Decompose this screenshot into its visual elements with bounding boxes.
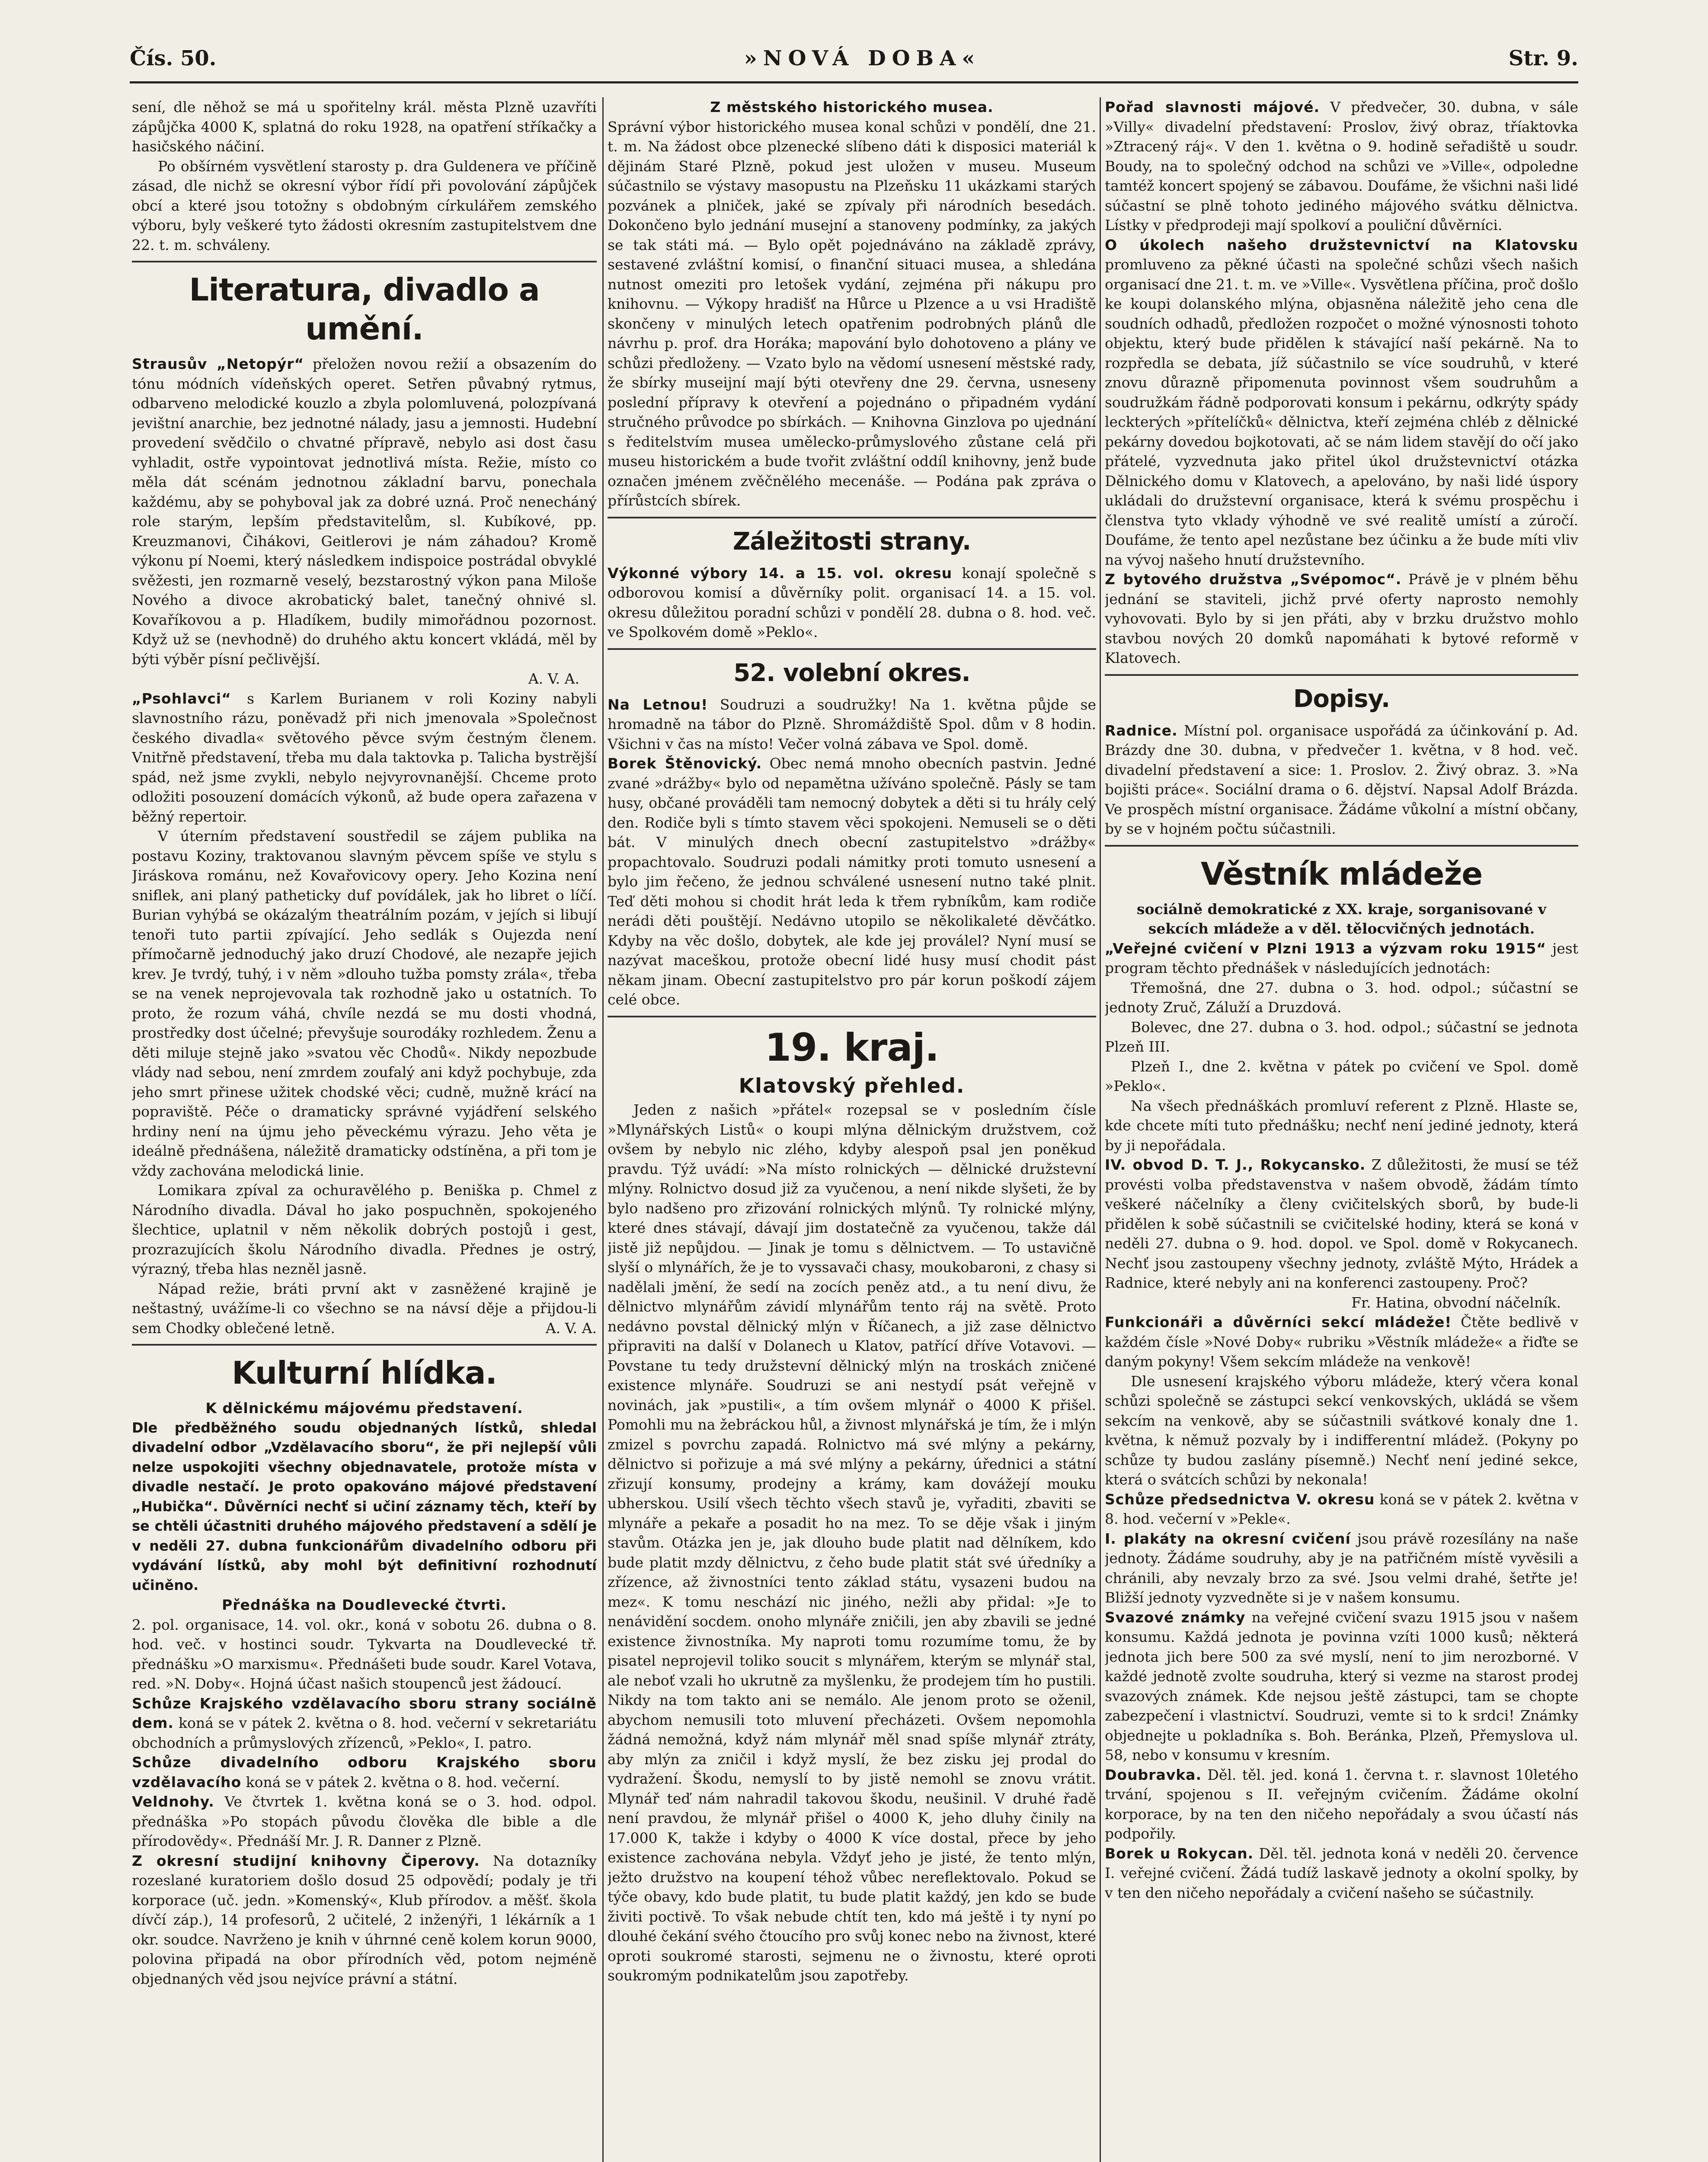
column-1 xyxy=(132,97,597,2162)
article-text: Děl. těl. jed. koná 1. června t. r. slavnost 10letého trvání, spojenou s II. veřejným cvičením. Žádáme okolní korporace, by na ten den ničeho nepořádaly a svou účastí nás podpořily. xyxy=(1105,1766,1578,1842)
section-subheading: sociálně demokratické z XX. kraje, sorganisované v sekcích mládeže a v děl. tělocvičných jednotách. xyxy=(1136,900,1547,937)
article-paragraph: Jeden z našich »přátel« rozepsal se v posledním čísle »Mlynářských Listů« o koupi mlýna dělnickým družstvem, což ovšem by nebylo nic zlého, kdyby alespoň psal jen poněkud pravdu. Týž uvádí: »Na místo rolnických — dělnické družstevní mlýny. Rolnictvo dosud již za vyučenou, a není nikde slyšeti, že by bylo nadšeno pro zřizování rolnických mlýnů. Ty rolnické mlýny, které dnes stávají, dávají jim dostatečně za vyučenou, takže dál jistě již nepůjdou. — Jinak je tomu s dělnictvem. — To ustavičně slyší o mlynářích, že je to vyssavači chasy, moukobaroni, z chasy si nadělali jmění, že sedí na zocích peněz atd., a tu není divu, že dělnictvo mlynářům závidí mlynářům tento ráj na světě. Proto nedávno povstal dělnický mlýn v Říčanech, a již zase dělnictvo připraviti na další v Dolanech u Klatov, patřící dříve Votavovi. — Povstane tu tedy družstevní dělnický mlýn na troskách zničené existence mlynáře. Soudruzi se ani nestydí psát veřejně v novinách, jak »pustili«, a tím ovšem mlynář o 4000 K přišel. Pomohli mu na žebráckou hůl, a živnost mlynářská je tím, že i mlýn zmizel s povrchu zapadá. Rolnictvo má své mlýny a pekárny, dělnictvo si pořizuje a má své mlýny a pekárny, úřednici a státní zřizují konsumy, prodejny a krámy, kam dovážejí mouku ubherskou. Usilí všech těchto všech stavů je, vyřaditi, zbaviti se mlynáře a pekaře a posadit ho na mez. To se děje však i jiným stavům. Otázka jen je, jak dlouho bude platit nad dělníkem, kdo bude platit mzdy dělnictvu, z čeho bude platit stát své úředníky a zřízence, až živnostníci tento základ státu, vysazeni budou na mez«. K tomu neschází nic jiného, nežli aby přidal: »Je to nenávidění socdem. onoho mlynáře zničili, jen aby zbavili se jedné existence živnostníka. My naproti tomu rozumíme tomu, že by pisatel neprojevil toliko soucit s mlynářem, kterým se mlynář stal, ale neboť vzali ho ukrutně za myšlenku, že prodejem tím ho pustili. Nikdy na tom takto ani se nemálo. Ale jenom proto se oženil, abychom nemusili toto mluvení přecházeti. Ovšem nepomohla žádná nemožná, když nám mlynář měl snad spíše mlynář ztráty, aby mlýn za zničil i když myslí, že bez zisku jej prodal do vydražení. Škodu, nemyslí to by jistě nemohl se znovu vrátit. Mlynář teď nám nahradil takovou škodu, neušinil. V druhé řadě není pravdou, že mlynář přišel o 4000 K, jeho dluhy činily na 17.000 K, takže i kdyby o 4000 K více dostal, přece by jeho existence zachována nebyla. Vždyť jeho je jisté, že tento mlýn, ježto družstvo na koupení téhož vůbec nereflektovalo. Pokud se týče obavy, kdo bude platit, tu bude platit každý, jen kdo se bude živiti poctivě. To však nebude chtít ten, kdo má ještě i ty nyní po dlouhé čekání svého čtoucího pro svůj konec nebo na živnost, které oproti soukromé starosti, sejmenu ne o živnostu, které oproti soukromým podnikatelům jsou zapotřeby. xyxy=(608,1101,1096,1984)
article-paragraph: Na všech přednáškách promluví referent z Plzně. Hlaste se, kde chcete míti tuto přednášku; nechť není jediné jednoty, která by ji nepořádala. xyxy=(1105,1097,1578,1154)
article-paragraph: Správní výbor historického musea konal schůzi v pondělí, dne 21. t. m. Na žádost obce plzenecké slíbeno dáti k disposici materiál k dějinám Staré Plzně, pokud jest uložen v museu. Museum súčastnilo se výstavy masopustu na Plzeňsku 11 ukázkami starých pozvánek a plniček, jaké se zpívaly při národních besedách. Dokončeno bylo jednání musejní a stanoveny podmínky, za jakých se tak státi má. — Bylo opět pojednáváno na základě zprávy, sestavené zvláštní komisí, o finanční situaci musea, a shledána nutnost omeziti pro letošek vydání, zejména při nákupu pro knihovnu. — Výkopy hradišť na Hůrce u Plzence a u vsi Hradiště skončeny v minulých letech opatřenim podrobných plánů dle návrhu p. prof. dra Horáka; mapování bylo dohotoveno a plány ve schůzi předloženy. — Vzato bylo na vědomí usnesení městské rady, že sbírky museijní mají býti otevřeny dne 29. června, usneseny poslední přípravy k otevření a pojednáno o připadném vydání stručného průvodce po sbírkách. — Knihovna Ginzlova po ujednání s ředitelstvím musea umělecko-průmyslového zůstane celá při museu historickém a bude tvořit zvláštní oddíl knihovny, jenž bude označen jménem zvěčnělého mecenáše. — Podána pak zpráva o přírůstcích sbírek. xyxy=(608,118,1096,509)
article-headline: Přednáška na Doudlevecké čtvrti. xyxy=(222,1596,507,1613)
article-paragraph: 2. pol. organisace, 14. vol. okr., koná v sobotu 26. dubna o 8. hod. več. v hostinci soudr. Tykvarta na Doudlevecké tř. přednášku »O marxismu«. Přednášeti bude soudr. Karel Votava, red. »N. Doby«. Hojná účast našich stoupenců jest žádoucí. xyxy=(132,1616,597,1692)
article-text: Ve čtvrtek 1. května koná se o 3. hod. odpol. přednáška »Po stopách původu člověka dle bible a dle přírodovědy«. Přednáší Mr. J. R. Danner z Plzně. xyxy=(132,1793,597,1849)
article-headline: Veldnohy. xyxy=(132,1793,214,1810)
column-divider xyxy=(602,97,604,2162)
article-text: koná se v pátek 2. května v 8. hod. večerní v »Pekle«. xyxy=(1105,1490,1578,1527)
article-text: přeložen novou režií a obsazením do tónu módních vídeňských operet. Setřen půvabný rytmus, odbarveno melodické kouzlo a zbyla polomluvená, polozpívaná jevištní anarchie, bez jednotné nálady, jasu a jemnosti. Hudební provedení svědčilo o chvatné přípravě, nebylo asi dost času vyhladit, ostře vypointovat jednotlivá místa. Režie, místo co měla dát scénám jednotnou základní barvu, ponechala každému, aby se pohyboval jak za dobré uzná. Proč nenecháný role starým, lepším představitelům, sl. Kubíkové, pp. Kreuzmanovi, Čihákovi, Geitlerovi je nám záhadou? Kromě výkonu pí Noemi, který následkem indispoice postrádal obvyklé svěžesti, jen rozmarně veselý, bezstarostný výkon pana Miloše Nového a divoce akrobatický balet, tanečný ohnivé sl. Kovaříkovou a p. Hladíkem, budily mimořádnou pozornost. Když už se (nevhodně) do druhého aktu koncert vkládá, měl by býti výběr písní pečlivější. xyxy=(132,355,597,668)
article-headline: Schůze Krajského vzdělavacího sboru strany sociálně dem. xyxy=(132,1695,597,1731)
section-heading-party: Záležitosti strany. xyxy=(732,527,971,556)
article-paragraph xyxy=(608,695,1096,754)
article-paragraph xyxy=(132,1753,597,1792)
article-paragraph xyxy=(1105,1608,1578,1765)
article-text: Soudruzi a soudružky! Na 1. května půjde se hromadně na tábor do Plzně. Shromáždiště Spol. dům v 8 hodin. Všichni v čas na místo! Večer volná zábava ve Spol. domě. xyxy=(608,696,1096,752)
article-headline: I. plakáty na okresní cvičení xyxy=(1105,1530,1351,1547)
article-paragraph xyxy=(1105,569,1578,668)
section-subheading: Klatovský přehled. xyxy=(739,1074,965,1097)
article-text: Děl. těl. jednota koná v neděli 20. července I. veřejné cvičení. Žádá tudíž laskavě jednoty a okolní spolky, by v ten den ničeho nepořádaly a cvičení našeho se súčastnily. xyxy=(1105,1845,1578,1901)
article-paragraph xyxy=(132,1792,597,1851)
article-text: Z důležitosti, že musí se též provésti volba představenstva v našem obvodě, žádám tímto veškeré náčelníky a členy cvičitelských sborů, by bude-li přidělen k sobě súčastnili se cvičitelské hodiny, která se koná v neděli 27. dubna o 9. hod. dopol. ve Spol. domě v Rokycanech. Nechť jsou zastoupeny všechny jednoty, zvláště Mýto, Hrádek a Radnice, které nebyly ani na konferenci zastoupeny. Proč? xyxy=(1105,1156,1578,1291)
section-divider xyxy=(608,648,1096,650)
article-text: s Karlem Burianem v roli Koziny nabyli slavnostního rázu, poněvadž při nich jmenovala »Společnost českého divadla« světového pěvce svým čestným členem. Vnitřně představení, třeba mu dala taktovka p. Talicha bystrější spád, než jsme zvykli, nebylo nejvyrovnanější. Chceme proto odložiti posouzení domácích výkonů, až bude opera zařazena v běžný repertoir. xyxy=(132,690,597,825)
article-headline: Z bytového družstva „Svépomoc“. xyxy=(1105,571,1402,588)
author-signature: A. V. A. xyxy=(528,670,579,687)
article-paragraph xyxy=(608,563,1096,642)
author-signature: Fr. Hatina, obvodní náčelník. xyxy=(1351,1294,1561,1311)
article-text: jsou právě rozesílány na naše jednoty. Žádáme soudruhy, aby je na patřičném místě vyvěsili a chránili, aby nevzaly brzo za své. Jsou velmi drahé, šetřte je! Bližší jednoty vyzvedněte si je v našem konsumu. xyxy=(1105,1530,1578,1606)
article-headline: Z okresní studijní knihovny Čiperovy. xyxy=(132,1852,480,1869)
article-headline: „Veřejné cvičení v Plzni 1913 a výzvam roku 1915“ xyxy=(1105,940,1546,957)
article-text: Obec nemá mnoho obecních pastvin. Jedné zvané »drážby« bylo od nepamětna užíváno společně. Pásly se tam husy, občané prováděli tam nemocný dobytek a děti si tu hrály celý den. Rodiče byli s tímto stavem věci spokojeni. Nemuseli se o děti bát. V minulých dnech obecní zastupitelstvo »drážby« propachtovalo. Soudruzi podali námitky proti tomuto usnesení a bylo jim řečeno, že jednou schválené usnesení nutno také plnit. Teď děti mohou si chodit hrát leda k třem rybníkům, kam rodiče nerádi děti pouštějí. Nedávno utopilo se několikaleté děvčátko. Kdyby na věc došlo, dobytek, ale kde jej proválel? Nyní musí se nazývat maceškou, protože obecní lidé husy musí chodit pást někam jinam. Obecní zastupitelstvo pro pár korun poškodí zájem celé obce. xyxy=(608,755,1096,1008)
article-paragraph: Bolevec, dne 27. dubna o 3. hod. odpol.; súčastní se jednota Plzeň III. xyxy=(1105,1018,1578,1055)
header-rule xyxy=(130,81,1578,83)
article-paragraph xyxy=(132,1279,597,1338)
newspaper-title: »NOVÁ DOBA« xyxy=(744,46,981,70)
article-headline: Funkcionáři a důvěrníci sekcí mládeže! xyxy=(1105,1314,1452,1330)
article-paragraph xyxy=(1105,1765,1578,1844)
section-divider xyxy=(132,261,597,262)
section-divider xyxy=(608,1016,1096,1017)
article-headline: Z městského historického musea. xyxy=(710,99,994,115)
article-headline: K dělnickému májovému představení. xyxy=(205,1400,523,1417)
article-headline: Svazové známky xyxy=(1105,1609,1246,1626)
section-heading-letters: Dopisy. xyxy=(1293,684,1390,713)
section-divider xyxy=(1105,845,1578,847)
article-paragraph xyxy=(132,689,597,827)
article-paragraph xyxy=(1105,1529,1578,1608)
article-text: V předvečer, 30. dubna, v sále »Villy« divadelní představení: Proslov, živý obraz, tříaktovka »Ztracený ráj«. V den 1. května o 9. hodině seřadiště u soudr. Boudy, na to společný odchod na schůzi ve »Ville«, odpoledne tamtéž koncert spojený se zábavou. Doufáme, že všichni naši lidé súčastní se plně tohoto jediného májového svátku dělnictva. Lístky v předprodeji mají spolkoví a pouliční důvěrníci. xyxy=(1105,99,1578,233)
article-headline: O úkolech našeho družstevnictví na Klatovsku xyxy=(1105,236,1578,253)
column-divider xyxy=(1100,97,1101,2162)
article-paragraph xyxy=(1105,721,1578,839)
article-headline: „Psohlavci“ xyxy=(132,690,231,707)
column-2 xyxy=(608,97,1096,2162)
article-paragraph: Dle usnesení krajského výboru mládeže, který včera konal schůzi společně se zástupci sekcí venkovských, ukládá se všem sekcím na venkově, aby se súčastnili svátkové konaly dne 1. května, k němuž pozvaly by i indifferentní mládež. (Pokyny po schůze ty budou zaslány písemně.) Nechť není jediné sekce, která o svátcích schůzi by nekonala! xyxy=(1105,1372,1578,1488)
article-paragraph xyxy=(1105,1490,1578,1529)
article-headline: Výkonné výbory 14. a 15. vol. okresu xyxy=(608,564,953,582)
section-heading-youth: Věstník mládeže xyxy=(1200,855,1483,892)
article-headline: IV. obvod D. T. J., Rokycansko. xyxy=(1105,1156,1366,1173)
author-signature: A. V. A. xyxy=(545,1319,597,1337)
article-paragraph xyxy=(1105,939,1578,978)
issue-number: Čís. 50. xyxy=(130,46,217,70)
section-divider xyxy=(132,1344,597,1346)
page-number: Str. 9. xyxy=(1508,46,1578,70)
article-paragraph: Plzeň I., dne 2. května v pátek po cvičení ve Spol. domě »Peklo«. xyxy=(1105,1058,1578,1094)
section-heading-culture: Kulturní hlídka. xyxy=(232,1355,497,1391)
article-paragraph: V úterním představení soustředil se zájem publika na postavu Koziny, traktovanou slavným pěvcem spíše ve stylu s Jiráskova románu, než Kovařovicovy opery. Jeho Kozina není sniflek, ani planý patheticky duf povídálek, jak ho libret o líčí. Burian vyhýbá se okázalým theatrálním pozám, v jejích si libují tenoři tuto partii zpívající. Jeho sedlák s Oujezda není přímočarně jednoduchý jako druzí Chodové, ale nezapře jejich krev. Je tvrdý, tuhý, i v něm »dlouho tužba pomsty zrála«, třeba se na venek neprojevovala tak rozhodně jako u ostatních. To proto, že rozum váhá, chvíle nezdá se mu dosti vhodná, prostředky dost účelné; převyšuje sourodáky rozhledem. Ženu a děti miluje stejně jako »svatou věc Chodů«. Nikdy nepozbude vlády nad sebou, není zmrdem zoufalý ani když pochybuje, zda jeho smrt přinese užitek chodské věci; cudně, mužně krácí na popraviště. Péče o dramaticky správné vyjádření selského hrdiny není na újmu jeho pěveckému výrazu. Jeho věta je ideálně přednášena, náležitě dramaticky odstíněna, a při tom je vždy zachována melodická linie. xyxy=(132,828,597,1179)
article-paragraph: Lomikara zpíval za ochuravělého p. Beniška p. Chmel z Národního divadla. Dával ho jako pospuchněn, spokojeného šlechtice, uplatnil v něm několik dobrých postojů i gest, prozrazujících školu Národního divadla. Přednes je ostrý, výrazný, třeba hlas nezněl jasně. xyxy=(132,1182,597,1277)
article-paragraph xyxy=(1105,1844,1578,1903)
article-paragraph xyxy=(1105,97,1578,235)
article-headline: Schůze divadelního odboru Krajského sboru vzdělavacího xyxy=(132,1754,597,1791)
section-heading-region-19: 19. kraj. xyxy=(764,1025,939,1070)
article-paragraph: Dle předběžného soudu objednaných lístků, shledal divadelní odbor „Vzdělavacího sboru“, že při nejlepší vůli nelze uspokojiti všechny objednavatele, protože místa v divadle nestačí. Je proto opakováno májové představení „Hubička“. Důvěrníci nechť si učiní záznamy těch, kteří by se chtěli účastniti druhého májového představení a sdělí je v neděli 27. dubna funkcionářům divadelního odboru při vydávání lístků, aby mohl být definitivní rozhodnutí učiněno. xyxy=(132,1419,597,1593)
article-headline: Na Letnou! xyxy=(608,696,708,713)
article-text: Právě je v plném běhu jednání se staviteli, jichž prvé oferty naprosto nemohly vyhovovati. Bylo by si jen přáti, aby v brzku družstvo mohlo stavbou nových 20 domků napomáhati k bytové reformě v Klatovech. xyxy=(1105,571,1578,666)
article-paragraph xyxy=(1105,235,1578,570)
section-heading-district-52: 52. volební okres. xyxy=(733,659,970,687)
article-text: Čtěte bedlivě v každém čísle »Nové Doby« rubriku »Věstník mládeže« a řiďte se daným pokyny! Všem sekcím mládeže na venkově! xyxy=(1105,1314,1578,1370)
article-headline: Schůze předsednictva V. okresu xyxy=(1105,1490,1375,1508)
article-text: Místní pol. organisace uspořádá za účinkování p. Ad. Brázdy dne 30. dubna, v předvečer 1. května, v 8 hod. več. divadelní představení a sice: 1. Proslov. 2. Živý obraz. 3. »Na bojišti práce«. Sociální drama o 6. dějství. Napsal Adolf Brázda. Ve prospěch místní organisace. Žádáme vůkolní a místní občany, by se v hojném počtu súčastnili. xyxy=(1105,722,1578,837)
article-text: konají společně s odborovou komisí a důvěrníky polit. organisací 14. a 15. vol. okresu důležitou poradní schůzi v pondělí 28. dubna o 8. hod. več. ve Spolkovém domě »Peklo«. xyxy=(608,564,1096,640)
section-divider xyxy=(608,517,1096,518)
article-text: koná se v pátek 2. května o 8. hod. večerní v sekretariátu obchodních a průmyslových zřízenců, »Peklo«, I. patro. xyxy=(132,1714,597,1751)
article-headline: Radnice. xyxy=(1105,722,1178,739)
article-text: jest program těchto přednášek v následujících jednotách: xyxy=(1105,940,1578,976)
article-paragraph xyxy=(1105,1312,1578,1372)
page-header xyxy=(130,39,1578,78)
article-headline: Strausův „Netopýr“ xyxy=(132,355,304,372)
article-text: Nápad režie, bráti první akt v zasněžené krajině je neštastný, uvážíme-li co všechno se na návsí děje a přijdou-li sem Chodky oblečené letně. xyxy=(132,1280,597,1337)
section-heading-literature: Literatura, divadlo a umění. xyxy=(189,272,540,347)
article-paragraph xyxy=(132,1694,597,1753)
article-text: na veřejné cvičení svazu 1915 jsou v našem konsumu. Každá jednota je povinna vzíti 1000 kusů; některá jednota jich bere 500 za své myslí, není to jim nerozborné. V každé jednotě zvolte soudruha, který si vezme na starost prodej svazových známek. Kde nejsou ještě zástupci, tam se chopte zabezpečení i vlastnictví. Soudruzi, vemte si to k srdci! Známky objednejte u pokladníka s. Boh. Beránka, Plzeň, Přemyslova ul. 58, nebo v konsumu v kresním. xyxy=(1105,1609,1578,1763)
article-text: promluveno za pěkné účasti na společné schůzi všech našich organisací dne 21. t. m. ve »Ville«. Vysvětlena příčina, proč došlo ke koupi dolanského mlýna, objasněna náležitě jeho cena dle soudních odhadů, předložen rozpočet o možné výnosnosti tohoto objektu, který bude přidělen k stávající naší pekárně. Na to rozpředla se debata, jíž súčastnilo se více soudruhů, v které znovu důrazně připomenuta povinnost všem soudruhům a soudružkám řádně podporovati konsum i pekárnu, odkrýty spády leckterých »přítelíčků« dělnictva, kteří zejména chléb z dělnické pekárny dovedou bojkotovati, ač se nám lidem stavějí do očí jako přátelé, vyzvednuta jako přitel úkol družstevnictví otázka Dělnického domu v Klatovech, a apelováno, by naši lidé úspory ukládali do družstevní organisace, která k svému prospěchu i členstva tyto vklady výhodně ve své realitě umístí a zúročí. Doufáme, že tento apel nezůstane bez účinku a že bude míti vliv na vývoj našeho hnutí družstevního. xyxy=(1105,256,1578,568)
column-3 xyxy=(1105,97,1578,2162)
article-paragraph: Třemošná, dne 27. dubna o 3. hod. odpol.; súčastní se jednoty Zruč, Záluží a Druzdová. xyxy=(1105,979,1578,1016)
section-divider xyxy=(1105,674,1578,676)
article-headline: Borek Štěnovický. xyxy=(608,755,762,772)
article-text: Na dotazníky rozeslané kuratoriem došlo dosud 25 odpovědí; podaly je tři korporace (uč. jedn. »Komenský«, Klub přírodov. a měšť. škola dívčí záp.), 14 profesorů, 2 učitelé, 2 inženýři, 1 lékárník a 1 okr. soudce. Navrženo je knih v úhrnné ceně kolem korun 9000, polovina připadá na obor přírodních věd, potom nejméně objednaných věd jsou nejvíce právní a státní. xyxy=(132,1852,597,1987)
article-headline: Doubravka. xyxy=(1105,1766,1202,1783)
article-paragraph: Po obšírném vysvětlení starosty p. dra Guldenera ve příčině zásad, dle nichž se okresní výbor řídí při povolování zápůjček obcí a které jsou totožny s obdobným církulářem zemského výboru, byly veškeré tyto žádosti okresním zastupitelstvem dne 22. t. m. schváleny. xyxy=(132,157,597,253)
article-paragraph xyxy=(608,754,1096,1010)
article-headline: Borek u Rokycan. xyxy=(1105,1845,1254,1862)
article-paragraph xyxy=(132,1851,597,1989)
article-paragraph xyxy=(1105,1155,1578,1293)
article-text: koná se v pátek 2. května o 8. hod. večerní. xyxy=(246,1773,560,1791)
article-headline: Pořad slavnosti májové. xyxy=(1105,99,1320,115)
article-paragraph: sení, dle něhož se má u spořitelny král. města Plzně uzavříti zápůjčka 4000 K, splatná do roku 1928, na opatření stříkačky a hasičského náčiní. xyxy=(132,99,597,155)
article-paragraph xyxy=(132,354,597,669)
